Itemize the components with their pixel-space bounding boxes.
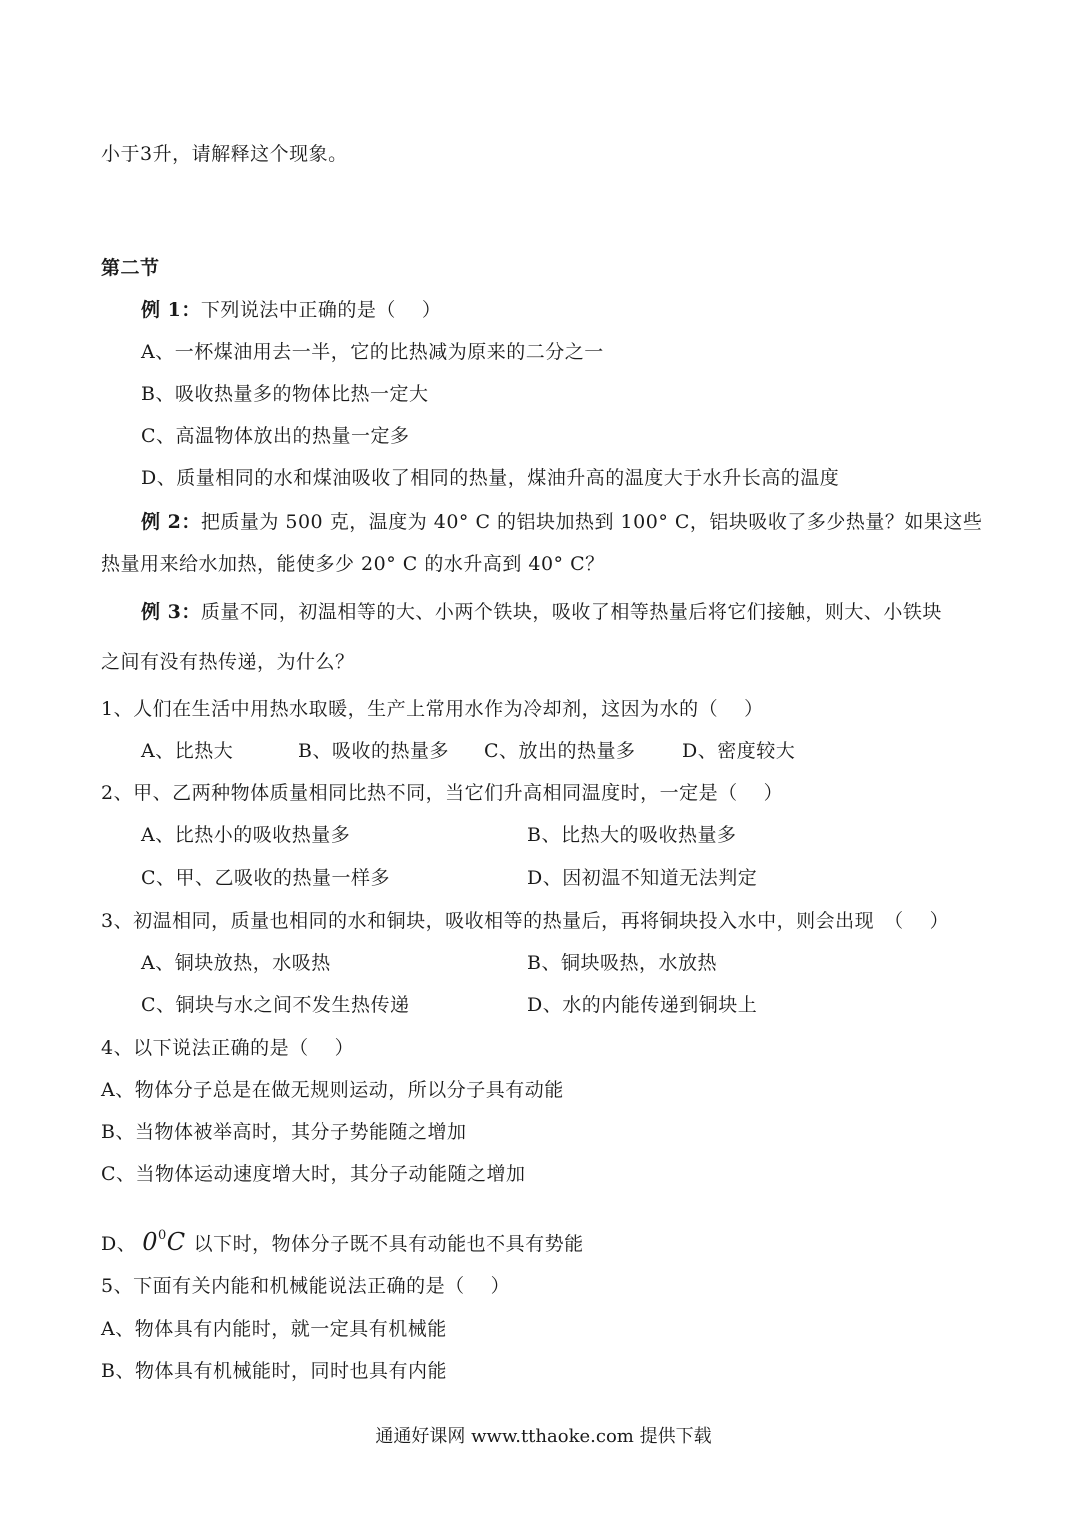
question-3-options-row-2: [141, 993, 1041, 1017]
question-2-stem: 2、甲、乙两种物体质量相同比热不同，当它们升高相同温度时，一定是（ ）: [101, 782, 784, 804]
question-5-option-b: B、物体具有机械能时，同时也具有内能: [101, 1360, 447, 1382]
question-3-option-b: B、铜块吸热，水放热: [527, 952, 717, 974]
example-1-option-a: A、一杯煤油用去一半，它的比热减为原来的二分之一: [141, 341, 604, 363]
question-4-option-a: A、物体分子总是在做无规则运动，所以分子具有动能: [101, 1079, 564, 1101]
question-1-option-d: D、密度较大: [682, 740, 796, 762]
zero-degrees-celsius-formula: [142, 1228, 185, 1256]
formula-base: 0: [142, 1228, 159, 1256]
question-1-option-a: A、比热大: [141, 740, 234, 762]
example-1-label: 例 1：: [141, 299, 201, 321]
question-2-option-c: C、甲、乙吸收的热量一样多: [141, 867, 391, 889]
example-2-label: 例 2：: [141, 511, 201, 533]
example-2-text-1: 把质量为 500 克，温度为 40° C 的铝块加热到 100° C，铝块吸收了多少热量？如果这些: [200, 511, 983, 533]
question-4-stem: 4、以下说法正确的是（ ）: [101, 1037, 355, 1059]
question-3-option-d: D、水的内能传递到铜块上: [527, 994, 758, 1016]
question-4-option-c: C、当物体运动速度增大时，其分子动能随之增加: [101, 1163, 526, 1185]
question-2-options-row-1: [141, 823, 1041, 847]
formula-unit: C: [166, 1228, 186, 1256]
page-footer: 通通好课网 www.tthaoke.com 提供下载: [375, 1426, 712, 1447]
example-1-option-d: D、质量相同的水和煤油吸收了相同的热量，煤油升高的温度大于水升长高的温度: [141, 467, 840, 489]
question-2-option-b: B、比热大的吸收热量多: [527, 824, 737, 846]
example-1: [141, 298, 441, 322]
example-1-option-c: C、高温物体放出的热量一定多: [141, 425, 410, 447]
question-1-stem: 1、人们在生活中用热水取暖，生产上常用水作为冷却剂，这因为水的（ ）: [101, 698, 764, 720]
question-3-stem: 3、初温相同，质量也相同的水和铜块，吸收相等的热量后，再将铜块投入水中，则会出现 （ ）: [101, 910, 950, 932]
example-2-line-2: 热量用来给水加热，能使多少 20° C 的水升高到 40° C？: [101, 553, 605, 575]
question-1-option-b: B、吸收的热量多: [298, 740, 449, 762]
question-5-stem: 5、下面有关内能和机械能说法正确的是（ ）: [101, 1275, 511, 1297]
example-1-option-b: B、吸收热量多的物体比热一定大: [141, 383, 429, 405]
question-4-option-d-text: 以下时，物体分子既不具有动能也不具有势能: [193, 1233, 584, 1255]
question-1-options: [141, 739, 1041, 763]
section-title: 第二节: [101, 257, 160, 279]
formula-degree-superscript: 0: [158, 1228, 167, 1243]
question-3-option-c: C、铜块与水之间不发生热传递: [141, 994, 410, 1016]
question-3-options-row-1: [141, 951, 1041, 975]
question-4-option-d: [101, 1224, 584, 1256]
example-3-label: 例 3：: [141, 601, 201, 623]
question-2-options-row-2: [141, 866, 1041, 890]
question-2-option-a: A、比热小的吸收热量多: [141, 824, 351, 846]
example-1-question: 下列说法中正确的是（ ）: [200, 299, 442, 321]
question-4-option-d-prefix: D、: [101, 1233, 137, 1255]
question-5-option-a: A、物体具有内能时，就一定具有机械能: [101, 1318, 447, 1340]
question-4-option-b: B、当物体被举高时，其分子势能随之增加: [101, 1121, 467, 1143]
example-3-text-1: 质量不同，初温相等的大、小两个铁块，吸收了相等热量后将它们接触，则大、小铁块: [200, 601, 942, 623]
example-2-line-1: [141, 510, 982, 534]
example-3-line-2: 之间有没有热传递，为什么？: [101, 651, 355, 673]
question-2-option-d: D、因初温不知道无法判定: [527, 867, 758, 889]
question-1-option-c: C、放出的热量多: [484, 740, 636, 762]
question-3-option-a: A、铜块放热，水吸热: [141, 952, 331, 974]
example-3-line-1: [141, 600, 942, 624]
intro-tail-text: 小于3升，请解释这个现象。: [101, 143, 348, 165]
